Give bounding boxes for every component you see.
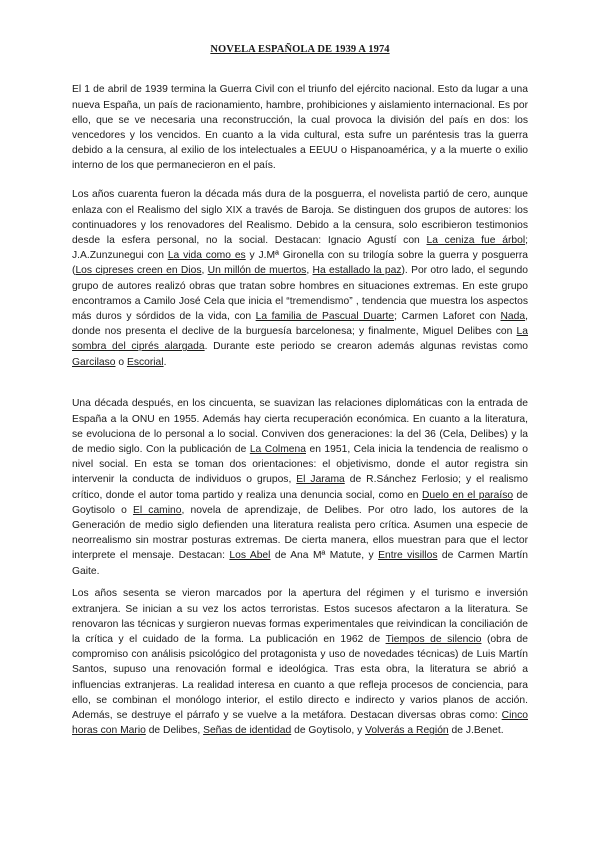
text-run: o	[115, 356, 127, 368]
text-run: ). Por otro lado, el segundo grupo de autores realizó obras que tratan sobre hombres en situaciones extremas. En este grupo encontramos a Camilo José Cela que inicia el “tremendismo” , tendencia que muestra los aspectos más duros y sórdidos de la vida, con	[72, 265, 528, 322]
book-title: Ha estallado la paz	[312, 265, 402, 277]
book-title: La familia de Pascual Duarte	[255, 310, 395, 322]
text-run: Los años sesenta se vieron marcados por la apertura del régimen y el turismo e inversión extranjera. Se inician a su vez los actos terroristas. Estos sucesos afectaron a la literatura. Se renovaron las técnicas y surgieron nuevas formas experimentales que reivindican la conciliación de la crítica y el cuidado de la forma. La publicación en 1962 de	[72, 588, 528, 645]
text-run: de Delibes,	[145, 725, 204, 737]
book-title: Nada	[500, 310, 526, 322]
text-run: de Goytisolo o	[72, 489, 528, 516]
paragraph-anos-cuarenta	[72, 187, 528, 369]
text-run: . Durante este periodo se crearon además algunas revistas como	[204, 341, 529, 353]
book-title: Los cipreses creen en Dios	[75, 265, 202, 277]
text-run: (obra de compromiso con análisis psicológico del protagonista y uso de novedades técnicas) de Luis Martín Santos, supuso una renovación formal e ideológica. Tras esta obra, la literatura se abrió a influencias extranjeras. La realidad interesa en cuanto a que refleja procesos de conciencia, para ello, se combinan el monólogo interior, el estilo directo e indirecto y varios planos de acción. Además, se destruye el párrafo y se vuelve a la metáfora. Destacan diversas obras como:	[72, 633, 528, 721]
book-title: Entre visillos	[378, 550, 438, 562]
book-title: La sombra del ciprés alargada	[72, 326, 528, 353]
document-title: NOVELA ESPAÑOLA DE 1939 A 1974	[210, 44, 390, 55]
book-title: Escorial	[126, 356, 164, 368]
book-title: Señas de identidad	[203, 725, 292, 737]
text-run: ; Carmen Laforet con	[394, 310, 501, 322]
book-title: La ceniza fue árbol	[426, 234, 526, 246]
text-run: y J.Mª Gironella con su trilogía sobre la guerra y posguerra (	[72, 250, 529, 277]
text-run: El 1 de abril de 1939 termina la Guerra Civil con el triunfo del ejército nacional. Esto da lugar a una nueva España, un país de racionamiento, hambre, prohibiciones y aislamiento internacional. Es por ello, que se ve necesaria una reconstrucción, la cual provoca la división del país en dos: los vencedores y los vencidos. En cuanto a la vida cultural, esta sufre un paréntesis tras la guerra debido a la censura, al exilio de los intelectuales a EEUU o Hispanoamérica, y a la muerte o exilio interno de los que permanecieron en el país.	[72, 84, 528, 172]
paragraph-anos-cincuenta	[72, 396, 528, 578]
paragraph-posguerra-intro	[72, 82, 528, 173]
paragraph-anos-sesenta	[72, 586, 528, 738]
text-run: Los años cuarenta fueron la década más dura de la posguerra, el novelista partió de cero, aunque enlaza con el Realismo del siglo XIX a través de Baroja. Se distinguen dos grupos de autores: los continuadores y los renovadores del Realismo. Debido a la censura, solo escribieron testimonios desde la esfera personal, no la social. Destacan: Ignacio Agustí con	[72, 189, 528, 246]
text-run: de Ana Mª Matute, y	[270, 550, 379, 562]
text-run: , novela de aprendizaje, de Delibes. Por otro lado, los autores de la Generación de medio siglo defienden una literatura realista pero crítica. Asumen una especie de neorrealismo sin mostrar posturas extremas. De cierta manera, ellos muestran para que el lector interprete el mensaje. Destacan:	[72, 504, 529, 562]
text-run: Una década después, en los cincuenta, se suavizan las relaciones diplomáticas con la entrada de España a la ONU en 1955. Además hay cierta recuperación económica. En cuanto a la literatura, se evoluciona de lo personal a lo social. Conviven dos generaciones: la del 36 (Cela, Delibes) y la de medio siglo. Con la publicación de	[72, 398, 528, 455]
text-run: ,	[201, 265, 208, 277]
book-title: La Colmena	[249, 443, 306, 455]
book-title: Garcilaso	[72, 356, 116, 368]
text-run: ; J.A.Zunzunegui con	[72, 234, 528, 262]
book-title: Volverás a Región	[365, 725, 449, 737]
book-title: Cinco horas con Mario	[72, 709, 528, 737]
book-title: El camino	[132, 504, 182, 516]
text-run: .	[163, 356, 167, 368]
book-title: Duelo en el paraíso	[422, 489, 514, 501]
text-run: de J.Benet.	[448, 725, 504, 737]
book-title: Un millón de muertos	[207, 265, 307, 277]
book-title: La vida como es	[167, 250, 246, 262]
book-title: El Jarama	[296, 474, 345, 486]
text-run: de Carmen Martín Gaite.	[72, 550, 529, 577]
text-run: de Goytisolo, y	[291, 725, 366, 737]
text-run: de R.Sánchez Ferlosio; y el realismo crítico, donde el autor toma partido y realiza una denuncia social, como en	[72, 474, 528, 501]
book-title: Tiempos de silencio	[385, 633, 482, 645]
book-title: Los Abel	[229, 550, 271, 562]
text-run: ,	[306, 265, 313, 277]
text-run: , donde nos presenta el declive de la burguesía barcelonesa; y finalmente, Miguel Delibes con	[72, 310, 528, 338]
text-run: en 1951, Cela inicia la tendencia de realismo o nivel social. En esta se toman dos orientaciones: el objetivismo, donde el autor registra sin intervenir la conducta de individuos o grupos,	[72, 443, 528, 486]
